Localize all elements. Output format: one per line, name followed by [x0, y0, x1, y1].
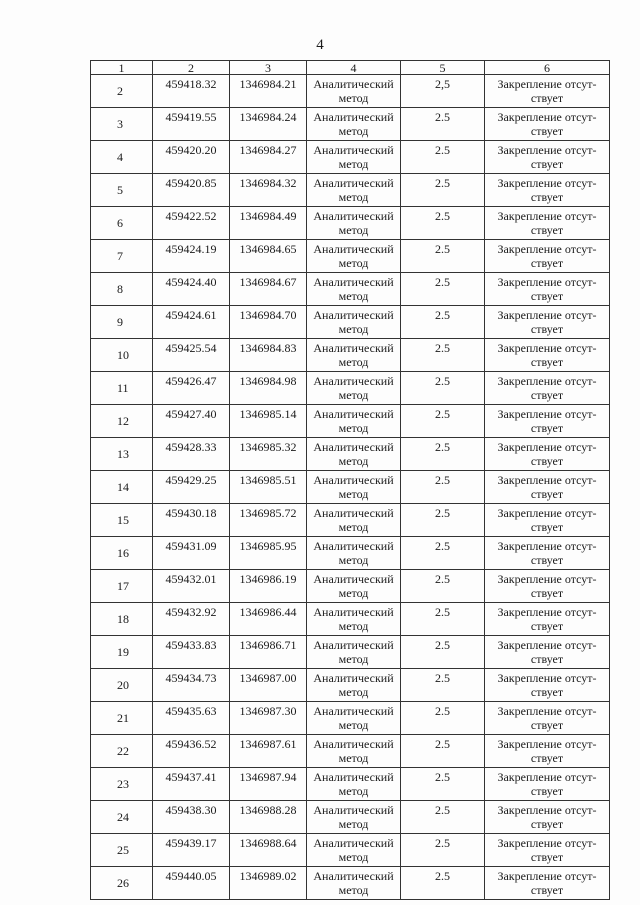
fixing-line-1: Закрепление отсут- [497, 110, 597, 124]
method-line-1: Аналитический [313, 539, 394, 553]
accuracy-cell: 2.5 [401, 702, 485, 735]
fixing-description-cell [485, 768, 610, 801]
fixing-line-1: Закрепление отсут- [497, 407, 597, 421]
method-line-1: Аналитический [313, 506, 394, 520]
table-row [91, 240, 610, 273]
fixing-line-1: Закрепление отсут- [497, 770, 597, 784]
method-line-2: метод [338, 553, 369, 567]
table-row [91, 702, 610, 735]
method-line-1: Аналитический [313, 572, 394, 586]
x-coordinate-cell: 459435.63 [153, 702, 230, 735]
method-line-1: Аналитический [313, 473, 394, 487]
fixing-description-cell [485, 702, 610, 735]
method-cell [307, 867, 401, 900]
method-cell [307, 570, 401, 603]
table-row [91, 570, 610, 603]
method-line-1: Аналитический [313, 176, 394, 190]
accuracy-cell: 2.5 [401, 504, 485, 537]
table-row [91, 108, 610, 141]
accuracy-cell: 2.5 [401, 438, 485, 471]
header-col-5: 5 [401, 61, 485, 75]
method-line-1: Аналитический [313, 308, 394, 322]
point-number-cell: 26 [91, 867, 153, 900]
accuracy-cell: 2.5 [401, 471, 485, 504]
fixing-line-2: ствует [530, 619, 564, 633]
fixing-line-1: Закрепление отсут- [497, 506, 597, 520]
method-line-2: метод [338, 520, 369, 534]
x-coordinate-cell: 459422.52 [153, 207, 230, 240]
table-row [91, 834, 610, 867]
fixing-line-1: Закрепление отсут- [497, 374, 597, 388]
table-row [91, 174, 610, 207]
y-coordinate-cell: 1346988.64 [230, 834, 307, 867]
fixing-line-2: ствует [530, 388, 564, 402]
y-coordinate-cell: 1346984.24 [230, 108, 307, 141]
y-coordinate-cell: 1346984.83 [230, 339, 307, 372]
point-number-cell: 9 [91, 306, 153, 339]
x-coordinate-cell: 459426.47 [153, 372, 230, 405]
x-coordinate-cell: 459420.20 [153, 141, 230, 174]
header-col-1: 1 [91, 61, 153, 75]
fixing-line-2: ствует [530, 520, 564, 534]
y-coordinate-cell: 1346985.72 [230, 504, 307, 537]
point-number-cell: 12 [91, 405, 153, 438]
method-line-2: метод [338, 322, 369, 336]
method-line-1: Аналитический [313, 869, 394, 883]
method-cell [307, 504, 401, 537]
fixing-line-1: Закрепление отсут- [497, 143, 597, 157]
method-line-1: Аналитический [313, 836, 394, 850]
y-coordinate-cell: 1346988.28 [230, 801, 307, 834]
table-row [91, 867, 610, 900]
accuracy-cell: 2.5 [401, 141, 485, 174]
fixing-line-1: Закрепление отсут- [497, 176, 597, 190]
method-line-1: Аналитический [313, 638, 394, 652]
method-cell [307, 438, 401, 471]
method-line-1: Аналитический [313, 209, 394, 223]
table-header [91, 61, 610, 75]
fixing-description-cell [485, 306, 610, 339]
y-coordinate-cell: 1346984.21 [230, 75, 307, 108]
table-row [91, 438, 610, 471]
fixing-line-1: Закрепление отсут- [497, 539, 597, 553]
accuracy-cell: 2.5 [401, 339, 485, 372]
fixing-description-cell [485, 603, 610, 636]
y-coordinate-cell: 1346987.61 [230, 735, 307, 768]
point-number-cell: 13 [91, 438, 153, 471]
y-coordinate-cell: 1346984.70 [230, 306, 307, 339]
method-cell [307, 141, 401, 174]
x-coordinate-cell: 459433.83 [153, 636, 230, 669]
fixing-description-cell [485, 372, 610, 405]
point-number-cell: 8 [91, 273, 153, 306]
point-number-cell: 11 [91, 372, 153, 405]
method-line-2: метод [338, 652, 369, 666]
point-number-cell: 22 [91, 735, 153, 768]
fixing-line-2: ствует [530, 652, 564, 666]
method-cell [307, 405, 401, 438]
table-row [91, 801, 610, 834]
fixing-line-1: Закрепление отсут- [497, 869, 597, 883]
fixing-description-cell [485, 240, 610, 273]
method-line-1: Аналитический [313, 341, 394, 355]
fixing-description-cell [485, 471, 610, 504]
y-coordinate-cell: 1346984.32 [230, 174, 307, 207]
x-coordinate-cell: 459418.32 [153, 75, 230, 108]
fixing-line-1: Закрепление отсут- [497, 242, 597, 256]
method-line-2: метод [338, 256, 369, 270]
fixing-line-2: ствует [530, 256, 564, 270]
x-coordinate-cell: 459430.18 [153, 504, 230, 537]
fixing-line-1: Закрепление отсут- [497, 473, 597, 487]
x-coordinate-cell: 459436.52 [153, 735, 230, 768]
header-row [91, 61, 610, 75]
point-number-cell: 5 [91, 174, 153, 207]
table-row [91, 306, 610, 339]
fixing-line-1: Закрепление отсут- [497, 605, 597, 619]
method-cell [307, 768, 401, 801]
method-line-2: метод [338, 421, 369, 435]
method-line-2: метод [338, 355, 369, 369]
method-line-1: Аналитический [313, 143, 394, 157]
table-body [91, 75, 610, 900]
method-line-2: метод [338, 124, 369, 138]
fixing-description-cell [485, 570, 610, 603]
accuracy-cell: 2,5 [401, 75, 485, 108]
y-coordinate-cell: 1346987.94 [230, 768, 307, 801]
method-line-1: Аналитический [313, 374, 394, 388]
fixing-line-1: Закрепление отсут- [497, 803, 597, 817]
fixing-line-2: ствует [530, 718, 564, 732]
x-coordinate-cell: 459431.09 [153, 537, 230, 570]
point-number-cell: 20 [91, 669, 153, 702]
fixing-description-cell [485, 339, 610, 372]
point-number-cell: 14 [91, 471, 153, 504]
method-line-1: Аналитический [313, 242, 394, 256]
fixing-line-2: ствует [530, 91, 564, 105]
fixing-line-1: Закрепление отсут- [497, 737, 597, 751]
x-coordinate-cell: 459420.85 [153, 174, 230, 207]
table-row [91, 768, 610, 801]
accuracy-cell: 2.5 [401, 174, 485, 207]
method-cell [307, 669, 401, 702]
fixing-line-2: ствует [530, 124, 564, 138]
page-number: 4 [316, 37, 324, 53]
fixing-line-1: Закрепление отсут- [497, 341, 597, 355]
method-line-1: Аналитический [313, 605, 394, 619]
method-cell [307, 207, 401, 240]
method-line-2: метод [338, 157, 369, 171]
fixing-description-cell [485, 867, 610, 900]
accuracy-cell: 2.5 [401, 669, 485, 702]
accuracy-cell: 2.5 [401, 240, 485, 273]
method-line-1: Аналитический [313, 671, 394, 685]
fixing-line-1: Закрепление отсут- [497, 209, 597, 223]
y-coordinate-cell: 1346986.71 [230, 636, 307, 669]
point-number-cell: 23 [91, 768, 153, 801]
accuracy-cell: 2.5 [401, 636, 485, 669]
method-line-2: метод [338, 586, 369, 600]
accuracy-cell: 2.5 [401, 834, 485, 867]
x-coordinate-cell: 459427.40 [153, 405, 230, 438]
fixing-description-cell [485, 735, 610, 768]
y-coordinate-cell: 1346986.19 [230, 570, 307, 603]
fixing-description-cell [485, 75, 610, 108]
x-coordinate-cell: 459434.73 [153, 669, 230, 702]
fixing-line-2: ствует [530, 850, 564, 864]
point-number-cell: 6 [91, 207, 153, 240]
method-cell [307, 273, 401, 306]
point-number-cell: 19 [91, 636, 153, 669]
header-col-3: 3 [230, 61, 307, 75]
method-line-1: Аналитический [313, 704, 394, 718]
table-row [91, 636, 610, 669]
x-coordinate-cell: 459424.61 [153, 306, 230, 339]
table-row [91, 537, 610, 570]
point-number-cell: 24 [91, 801, 153, 834]
method-cell [307, 801, 401, 834]
y-coordinate-cell: 1346984.27 [230, 141, 307, 174]
method-line-2: метод [338, 685, 369, 699]
fixing-line-1: Закрепление отсут- [497, 77, 597, 91]
fixing-line-2: ствует [530, 586, 564, 600]
method-line-1: Аналитический [313, 110, 394, 124]
x-coordinate-cell: 459432.92 [153, 603, 230, 636]
y-coordinate-cell: 1346986.44 [230, 603, 307, 636]
accuracy-cell: 2.5 [401, 603, 485, 636]
method-line-2: метод [338, 850, 369, 864]
fixing-description-cell [485, 669, 610, 702]
fixing-line-1: Закрепление отсут- [497, 671, 597, 685]
header-col-6: 6 [485, 61, 610, 75]
method-line-1: Аналитический [313, 737, 394, 751]
fixing-line-1: Закрепление отсут- [497, 572, 597, 586]
x-coordinate-cell: 459429.25 [153, 471, 230, 504]
method-line-2: метод [338, 388, 369, 402]
method-line-1: Аналитический [313, 440, 394, 454]
fixing-line-2: ствует [530, 355, 564, 369]
y-coordinate-cell: 1346985.95 [230, 537, 307, 570]
accuracy-cell: 2.5 [401, 537, 485, 570]
fixing-line-2: ствует [530, 223, 564, 237]
method-line-2: метод [338, 289, 369, 303]
table-row [91, 207, 610, 240]
fixing-description-cell [485, 537, 610, 570]
fixing-line-2: ствует [530, 487, 564, 501]
point-number-cell: 17 [91, 570, 153, 603]
coordinates-table [90, 60, 610, 900]
accuracy-cell: 2.5 [401, 735, 485, 768]
method-line-2: метод [338, 223, 369, 237]
fixing-line-2: ствует [530, 454, 564, 468]
x-coordinate-cell: 459438.30 [153, 801, 230, 834]
table-row [91, 405, 610, 438]
accuracy-cell: 2.5 [401, 867, 485, 900]
method-line-2: метод [338, 817, 369, 831]
y-coordinate-cell: 1346984.49 [230, 207, 307, 240]
method-cell [307, 834, 401, 867]
method-cell [307, 603, 401, 636]
fixing-description-cell [485, 141, 610, 174]
method-cell [307, 75, 401, 108]
fixing-line-1: Закрепление отсут- [497, 638, 597, 652]
fixing-line-1: Закрепление отсут- [497, 836, 597, 850]
fixing-line-2: ствует [530, 421, 564, 435]
fixing-line-2: ствует [530, 322, 564, 336]
point-number-cell: 15 [91, 504, 153, 537]
method-line-1: Аналитический [313, 407, 394, 421]
fixing-line-2: ствует [530, 751, 564, 765]
accuracy-cell: 2.5 [401, 405, 485, 438]
fixing-line-1: Закрепление отсут- [497, 275, 597, 289]
fixing-line-2: ствует [530, 553, 564, 567]
method-line-2: метод [338, 487, 369, 501]
fixing-line-1: Закрепление отсут- [497, 704, 597, 718]
x-coordinate-cell: 459428.33 [153, 438, 230, 471]
fixing-description-cell [485, 438, 610, 471]
point-number-cell: 10 [91, 339, 153, 372]
table-row [91, 141, 610, 174]
point-number-cell: 3 [91, 108, 153, 141]
table-row [91, 75, 610, 108]
method-cell [307, 240, 401, 273]
point-number-cell: 4 [91, 141, 153, 174]
x-coordinate-cell: 459425.54 [153, 339, 230, 372]
method-cell [307, 537, 401, 570]
header-col-4: 4 [307, 61, 401, 75]
method-line-1: Аналитический [313, 77, 394, 91]
table-row [91, 372, 610, 405]
fixing-line-1: Закрепление отсут- [497, 308, 597, 322]
method-line-2: метод [338, 718, 369, 732]
point-number-cell: 7 [91, 240, 153, 273]
method-cell [307, 174, 401, 207]
fixing-line-1: Закрепление отсут- [497, 440, 597, 454]
table-row [91, 273, 610, 306]
accuracy-cell: 2.5 [401, 372, 485, 405]
point-number-cell: 18 [91, 603, 153, 636]
point-number-cell: 21 [91, 702, 153, 735]
fixing-line-2: ствует [530, 685, 564, 699]
y-coordinate-cell: 1346987.30 [230, 702, 307, 735]
y-coordinate-cell: 1346985.32 [230, 438, 307, 471]
fixing-description-cell [485, 174, 610, 207]
method-cell [307, 471, 401, 504]
fixing-description-cell [485, 405, 610, 438]
fixing-description-cell [485, 636, 610, 669]
accuracy-cell: 2.5 [401, 108, 485, 141]
method-line-2: метод [338, 454, 369, 468]
method-cell [307, 636, 401, 669]
accuracy-cell: 2.5 [401, 768, 485, 801]
x-coordinate-cell: 459440.05 [153, 867, 230, 900]
method-line-2: метод [338, 883, 369, 897]
table-row [91, 735, 610, 768]
fixing-description-cell [485, 207, 610, 240]
method-line-1: Аналитический [313, 275, 394, 289]
fixing-line-2: ствует [530, 190, 564, 204]
fixing-line-2: ствует [530, 784, 564, 798]
point-number-cell: 25 [91, 834, 153, 867]
table-row [91, 603, 610, 636]
method-cell [307, 702, 401, 735]
method-cell [307, 306, 401, 339]
fixing-description-cell [485, 273, 610, 306]
fixing-description-cell [485, 504, 610, 537]
y-coordinate-cell: 1346989.02 [230, 867, 307, 900]
fixing-line-2: ствует [530, 883, 564, 897]
method-cell [307, 372, 401, 405]
method-line-1: Аналитический [313, 803, 394, 817]
method-line-2: метод [338, 91, 369, 105]
y-coordinate-cell: 1346984.65 [230, 240, 307, 273]
point-number-cell: 2 [91, 75, 153, 108]
accuracy-cell: 2.5 [401, 273, 485, 306]
fixing-description-cell [485, 108, 610, 141]
method-line-2: метод [338, 190, 369, 204]
y-coordinate-cell: 1346985.51 [230, 471, 307, 504]
method-cell [307, 108, 401, 141]
y-coordinate-cell: 1346987.00 [230, 669, 307, 702]
x-coordinate-cell: 459419.55 [153, 108, 230, 141]
y-coordinate-cell: 1346985.14 [230, 405, 307, 438]
method-line-2: метод [338, 784, 369, 798]
method-line-1: Аналитический [313, 770, 394, 784]
fixing-line-2: ствует [530, 817, 564, 831]
x-coordinate-cell: 459424.40 [153, 273, 230, 306]
table-row [91, 471, 610, 504]
x-coordinate-cell: 459439.17 [153, 834, 230, 867]
table-row [91, 339, 610, 372]
accuracy-cell: 2.5 [401, 207, 485, 240]
x-coordinate-cell: 459437.41 [153, 768, 230, 801]
method-cell [307, 735, 401, 768]
fixing-description-cell [485, 834, 610, 867]
fixing-line-2: ствует [530, 289, 564, 303]
accuracy-cell: 2.5 [401, 306, 485, 339]
y-coordinate-cell: 1346984.98 [230, 372, 307, 405]
x-coordinate-cell: 459432.01 [153, 570, 230, 603]
accuracy-cell: 2.5 [401, 570, 485, 603]
y-coordinate-cell: 1346984.67 [230, 273, 307, 306]
fixing-description-cell [485, 801, 610, 834]
x-coordinate-cell: 459424.19 [153, 240, 230, 273]
method-line-2: метод [338, 619, 369, 633]
point-number-cell: 16 [91, 537, 153, 570]
header-col-2: 2 [153, 61, 230, 75]
method-cell [307, 339, 401, 372]
method-line-2: метод [338, 751, 369, 765]
table-row [91, 504, 610, 537]
accuracy-cell: 2.5 [401, 801, 485, 834]
fixing-line-2: ствует [530, 157, 564, 171]
table-row [91, 669, 610, 702]
